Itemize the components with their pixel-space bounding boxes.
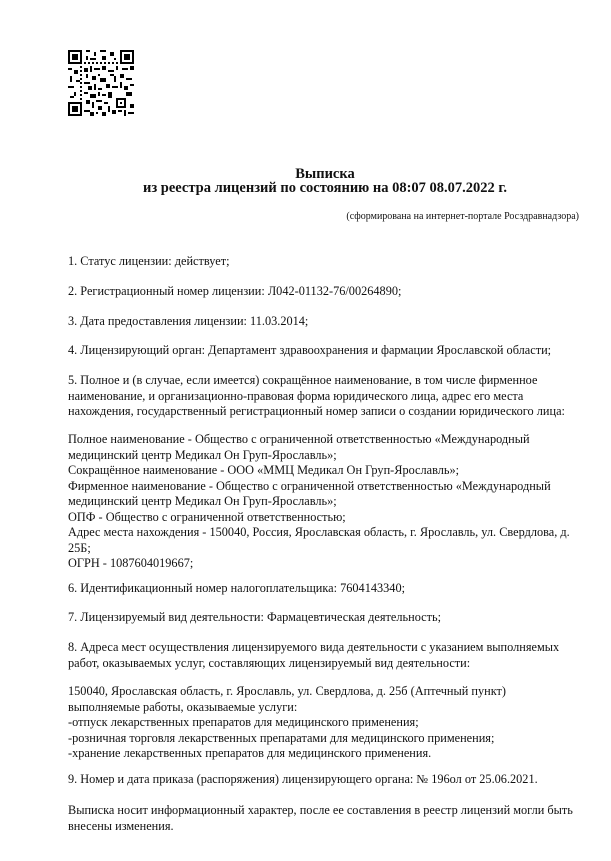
org-detail-line: Фирменное наименование - Общество с ограниченной ответственностью «Международный — [68, 478, 551, 493]
names-intro-line: 5. Полное и (в случае, если имеется) сокращённое наименование, в том числе фирменное — [68, 373, 538, 387]
org-detail-line: медицинский центр Медикал Он Груп-Ярославль»; — [68, 494, 337, 508]
addresses-intro-line: работ, оказываемых услуг, составляющих лицензируемый вид деятельности: — [68, 655, 471, 670]
document-subtitle: из реестра лицензий по состоянию на 08:07 08.07.2022 г. — [142, 180, 508, 196]
names-intro — [68, 373, 565, 420]
license-date: 3. Дата предоставления лицензии: 11.03.2014; — [68, 314, 309, 328]
org-detail-line: 25Б; — [68, 540, 91, 555]
qr-code-icon — [68, 50, 134, 116]
licensed-activity: 7. Лицензируемый вид деятельности: Фармацевтическая деятельность; — [68, 610, 442, 624]
org-detail-line: медицинский центр Медикал Он Груп-Ярославль»; — [68, 447, 337, 462]
address-detail-line: -хранение лекарственных препаратов для медицинского применения. — [68, 746, 432, 760]
license-status: 1. Статус лицензии: действует; — [68, 254, 230, 268]
address-detail-line: -розничная торговля лекарственных препаратами для медицинского применения; — [68, 730, 495, 745]
addresses-intro-line: 8. Адреса мест осуществления лицензируемого вида деятельности с указанием выполняемых — [68, 640, 560, 654]
footer-line: Выписка носит информационный характер, после ее составления в реестр лицензий могли быть — [68, 803, 573, 817]
names-intro-line: наименование, и организационно-правовая форма юридического лица, адрес его места — [68, 388, 524, 403]
address-detail-line: 150040, Ярославская область, г. Ярославль, ул. Свердлова, д. 25б (Аптечный пункт) — [68, 684, 506, 698]
address-detail-line: -отпуск лекарственных препаратов для медицинского применения; — [68, 715, 419, 729]
org-detail-line: ОГРН - 1087604019667; — [68, 556, 194, 570]
organization-details — [68, 432, 570, 572]
qr-code — [68, 50, 134, 116]
footer-line: внесены изменения. — [68, 818, 174, 833]
registration-number: 2. Регистрационный номер лицензии: Л042-01132-76/00264890; — [68, 284, 402, 298]
address-details — [68, 684, 560, 762]
address-detail-line: выполняемые работы, оказываемые услуги: — [68, 699, 298, 714]
org-detail-line: Полное наименование - Общество с ограниченной ответственностью «Международный — [68, 432, 530, 446]
document-title: Выписка — [295, 166, 355, 182]
addresses-intro — [68, 640, 560, 671]
org-detail-line: ОПФ - Общество с ограниченной ответственностью; — [68, 509, 346, 524]
names-intro-line: нахождения, государственный регистрационный номер записи о создании юридического лица: — [68, 404, 565, 418]
generation-note: (сформирована на интернет-портале Росздравнадзора) — [346, 211, 579, 222]
footer-disclaimer — [68, 803, 573, 834]
licensing-authority: 4. Лицензирующий орган: Департамент здравоохранения и фармации Ярославской области; — [68, 343, 552, 357]
org-detail-line: Сокращённое наименование - ООО «ММЦ Медикал Он Груп-Ярославль»; — [68, 463, 460, 477]
order-number-date: 9. Номер и дата приказа (распоряжения) лицензирующего органа: № 196ол от 25.06.2021. — [68, 772, 538, 786]
taxpayer-id: 6. Идентификационный номер налогоплательщика: 7604143340; — [68, 581, 406, 595]
org-detail-line: Адрес места нахождения - 150040, Россия, Ярославская область, г. Ярославль, ул. Свердлова, д. — [68, 525, 570, 539]
